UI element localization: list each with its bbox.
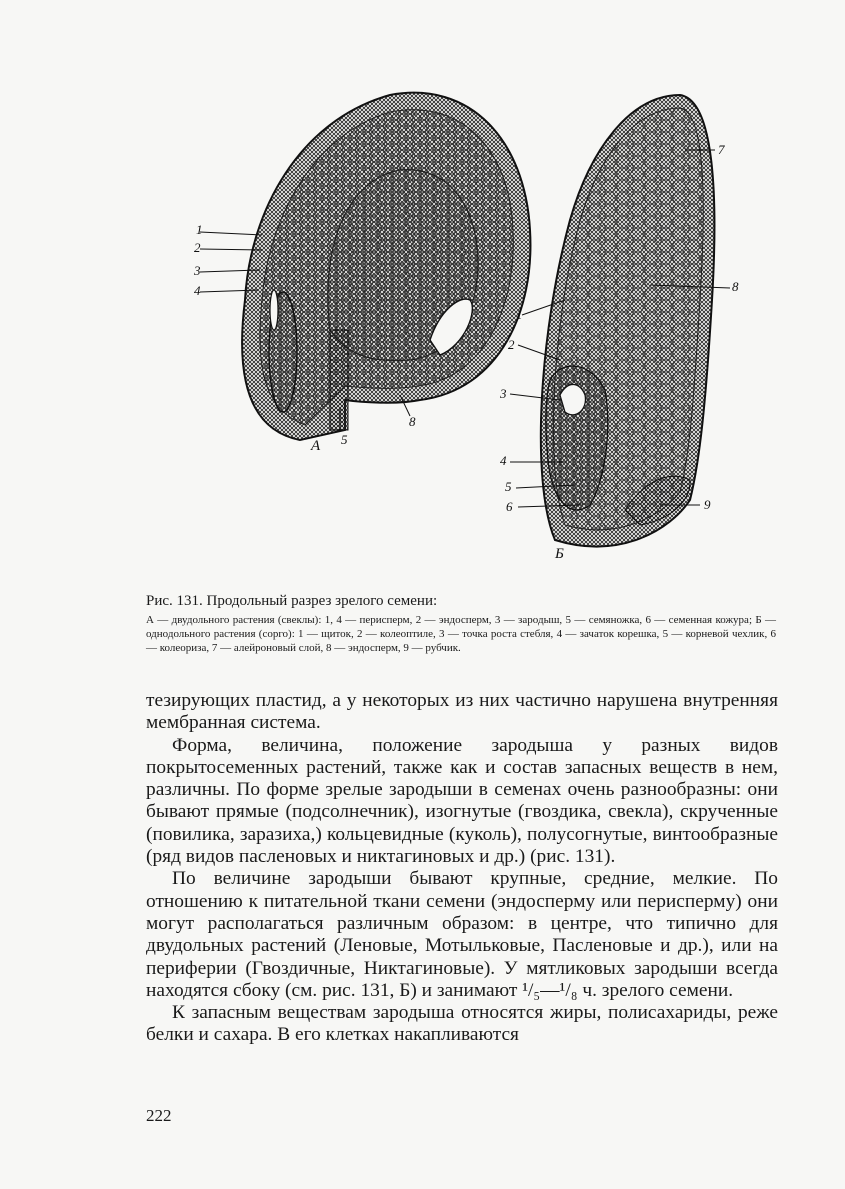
panel-a-label: А (311, 438, 321, 454)
callout-b-9: 9 (704, 497, 711, 512)
callout-b-4: 4 (500, 453, 507, 468)
figure-131 (0, 0, 845, 590)
caption-legend: А — двудольного растения (свеклы): 1, 4 — перисперм, 2 — эндосперм, 3 — зародыш, 5 — семяножка, 6 — семенная кожура; Б — однодольного растения (сорго): 1 — щиток, 2 — колеоптиле, 3 — точка роста стебля, 4 — зачаток корешка, 5 — корневой чехлик, 6 — колеориза, 7 — алейроновый слой, 8 — эндосперм, 9 — рубчик. (146, 614, 776, 654)
panel-b-label: Б (555, 546, 564, 562)
caption-title: Рис. 131. Продольный разрез зрелого семени: (146, 593, 438, 609)
paragraph-3: По величине зародыши бывают крупные, средние, мелкие. По отношению к питательной ткани семени (эндосперму или перисперму) они могут располагаться различным образом: в центре, что типично для двудольных растений (Леновые, Мотыльковые, Пасленовые и др.), или на периферии (Гвоздичные, Никтагиновые). У мятликовых зародыши всегда находятся сбоку (см. рис. 131, Б) и занимают ¹/₅—¹/₈ ч. зрелого семени. (146, 868, 778, 1001)
callout-a-4: 4 (194, 283, 201, 298)
callout-b-5: 5 (505, 479, 512, 494)
page-number: 222 (146, 1106, 172, 1125)
figure-caption (146, 592, 776, 655)
callout-b-2: 2 (508, 337, 515, 352)
callout-a-5: 5 (341, 432, 348, 447)
callout-b-8: 8 (732, 279, 739, 294)
callout-b-7: 7 (718, 142, 725, 157)
paragraph-4: К запасным веществам зародыша относятся жиры, полисахариды, реже белки и сахара. В его клетках накапливаются (146, 1002, 778, 1046)
callout-a-2: 2 (194, 240, 201, 255)
panel-a-drawing (200, 93, 530, 440)
paragraph-2: Форма, величина, положение зародыша у разных видов покрытосеменных растений, также как и состав запасных веществ в нем, различны. По форме зрелые зародыши в семенах очень разнообразны: они бывают прямые (подсолнечник), изогнутые (гвоздика, свекла), скрученные (повилика, заразиха,) кольцевидные (куколь), полусогнутые, винтообразные (ряд видов пасленовых и никтагиновых и др.) (рис. 131). (146, 734, 778, 868)
panel-b-drawing (510, 95, 730, 546)
callout-a-8: 8 (409, 414, 416, 429)
seed-illustration (0, 0, 845, 590)
callout-b-6: 6 (506, 499, 513, 514)
callout-a-3: 3 (194, 263, 201, 278)
callout-b-1: 1 (516, 307, 523, 322)
callout-a-1: 1 (196, 222, 203, 237)
body-text (146, 690, 778, 1047)
callout-b-3: 3 (500, 386, 507, 401)
paragraph-1: тезирующих пластид, а у некоторых из них частично нарушена внутренняя мембранная система. (146, 690, 778, 734)
